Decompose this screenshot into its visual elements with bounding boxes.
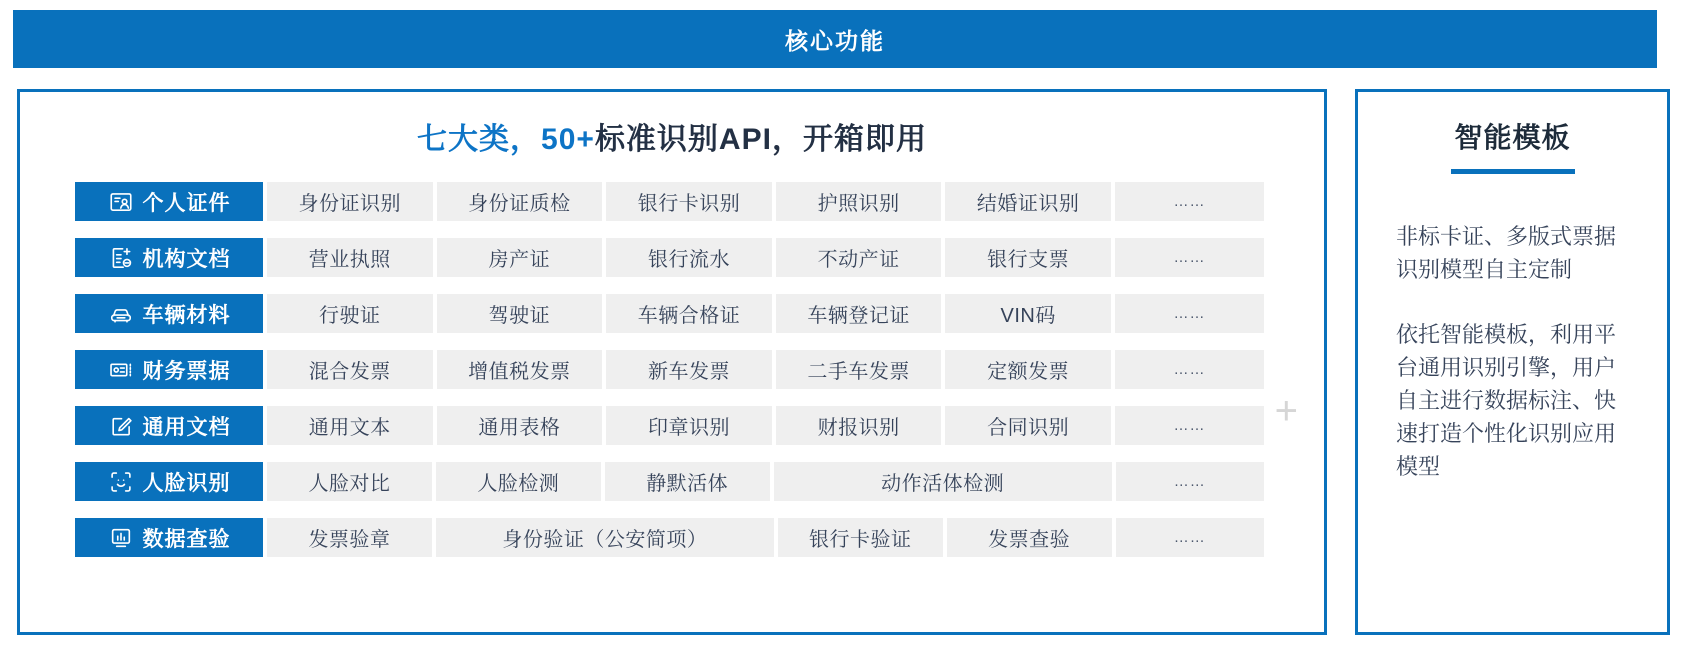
api-item: 财报识别 bbox=[776, 406, 942, 445]
api-item: 行驶证 bbox=[267, 294, 433, 333]
api-item: 身份验证（公安简项） bbox=[436, 518, 774, 557]
more-ellipsis: …… bbox=[1115, 406, 1264, 445]
edit-square-icon bbox=[108, 413, 134, 439]
table-row bbox=[75, 294, 1264, 333]
more-ellipsis: …… bbox=[1116, 518, 1264, 557]
api-item: 营业执照 bbox=[267, 238, 433, 277]
doc-plus-minus-icon bbox=[108, 245, 134, 271]
more-ellipsis: …… bbox=[1115, 350, 1264, 389]
table-row bbox=[75, 406, 1264, 445]
api-item: 通用文本 bbox=[267, 406, 433, 445]
template-paragraph: 依托智能模板，利用平台通用识别引擎，用户自主进行数据标注、快速打造个性化识别应用模型 bbox=[1396, 322, 1617, 479]
category-label bbox=[75, 238, 263, 277]
category-label bbox=[75, 406, 263, 445]
api-item: 银行支票 bbox=[945, 238, 1111, 277]
template-panel-body bbox=[1396, 220, 1635, 483]
face-scan-icon bbox=[108, 469, 134, 495]
api-item: 定额发票 bbox=[945, 350, 1111, 389]
api-item: 车辆合格证 bbox=[606, 294, 772, 333]
api-panel-title-highlight: 七大类，50+ bbox=[417, 123, 595, 156]
table-row bbox=[75, 462, 1264, 501]
api-panel-title bbox=[20, 114, 1324, 158]
api-item: 通用表格 bbox=[437, 406, 603, 445]
receipt-icon bbox=[108, 357, 134, 383]
api-item: 身份证质检 bbox=[437, 182, 603, 221]
api-panel bbox=[17, 89, 1327, 635]
api-item: 发票验章 bbox=[267, 518, 432, 557]
more-ellipsis: …… bbox=[1115, 294, 1264, 333]
category-label-text: 通用文档 bbox=[142, 415, 231, 439]
car-icon bbox=[108, 301, 134, 327]
api-item: 新车发票 bbox=[606, 350, 772, 389]
api-item: 银行卡验证 bbox=[778, 518, 943, 557]
api-item: 不动产证 bbox=[776, 238, 942, 277]
category-label-text: 机构文档 bbox=[142, 247, 231, 271]
api-item: 车辆登记证 bbox=[776, 294, 942, 333]
api-item: 结婚证识别 bbox=[945, 182, 1111, 221]
template-panel-title: 智能模板 bbox=[1454, 122, 1571, 153]
api-item: 静默活体 bbox=[605, 462, 770, 501]
table-row bbox=[75, 518, 1264, 557]
api-item: 房产证 bbox=[437, 238, 603, 277]
table-row bbox=[75, 182, 1264, 221]
category-label-text: 车辆材料 bbox=[142, 303, 231, 327]
api-item: 发票查验 bbox=[947, 518, 1112, 557]
template-paragraph: 非标卡证、多版式票据识别模型自主定制 bbox=[1396, 224, 1617, 282]
api-item: 二手车发票 bbox=[776, 350, 942, 389]
api-item: 银行流水 bbox=[606, 238, 772, 277]
api-item: 人脸检测 bbox=[436, 462, 601, 501]
api-panel-title-rest: 标准识别API，开箱即用 bbox=[594, 123, 927, 156]
template-panel bbox=[1355, 89, 1670, 635]
id-card-icon bbox=[108, 189, 134, 215]
api-item: 人脸对比 bbox=[267, 462, 432, 501]
api-item: 合同识别 bbox=[945, 406, 1111, 445]
more-ellipsis: …… bbox=[1116, 462, 1264, 501]
table-row bbox=[75, 350, 1264, 389]
category-label-text: 个人证件 bbox=[142, 191, 231, 215]
category-label-text: 财务票据 bbox=[142, 359, 231, 383]
api-item: VIN码 bbox=[945, 294, 1111, 333]
api-item: 动作活体检测 bbox=[774, 462, 1112, 501]
category-label-text: 数据查验 bbox=[142, 527, 231, 551]
category-label-text: 人脸识别 bbox=[142, 471, 231, 495]
api-table bbox=[75, 182, 1264, 557]
category-label bbox=[75, 462, 263, 501]
category-label bbox=[75, 350, 263, 389]
category-label bbox=[75, 294, 263, 333]
category-label bbox=[75, 182, 263, 221]
api-item: 印章识别 bbox=[606, 406, 772, 445]
more-ellipsis: …… bbox=[1115, 238, 1264, 277]
api-item: 护照识别 bbox=[776, 182, 942, 221]
api-item: 增值税发票 bbox=[437, 350, 603, 389]
api-item: 驾驶证 bbox=[437, 294, 603, 333]
more-ellipsis: …… bbox=[1115, 182, 1264, 221]
plus-sign: + bbox=[1274, 389, 1298, 433]
title-underline bbox=[1451, 169, 1575, 174]
api-item: 混合发票 bbox=[267, 350, 433, 389]
banner-title: 核心功能 bbox=[785, 27, 885, 54]
monitor-bars-icon bbox=[108, 525, 134, 551]
api-item: 银行卡识别 bbox=[606, 182, 772, 221]
table-row bbox=[75, 238, 1264, 277]
category-label bbox=[75, 518, 263, 557]
api-item: 身份证识别 bbox=[267, 182, 433, 221]
banner bbox=[13, 10, 1657, 68]
